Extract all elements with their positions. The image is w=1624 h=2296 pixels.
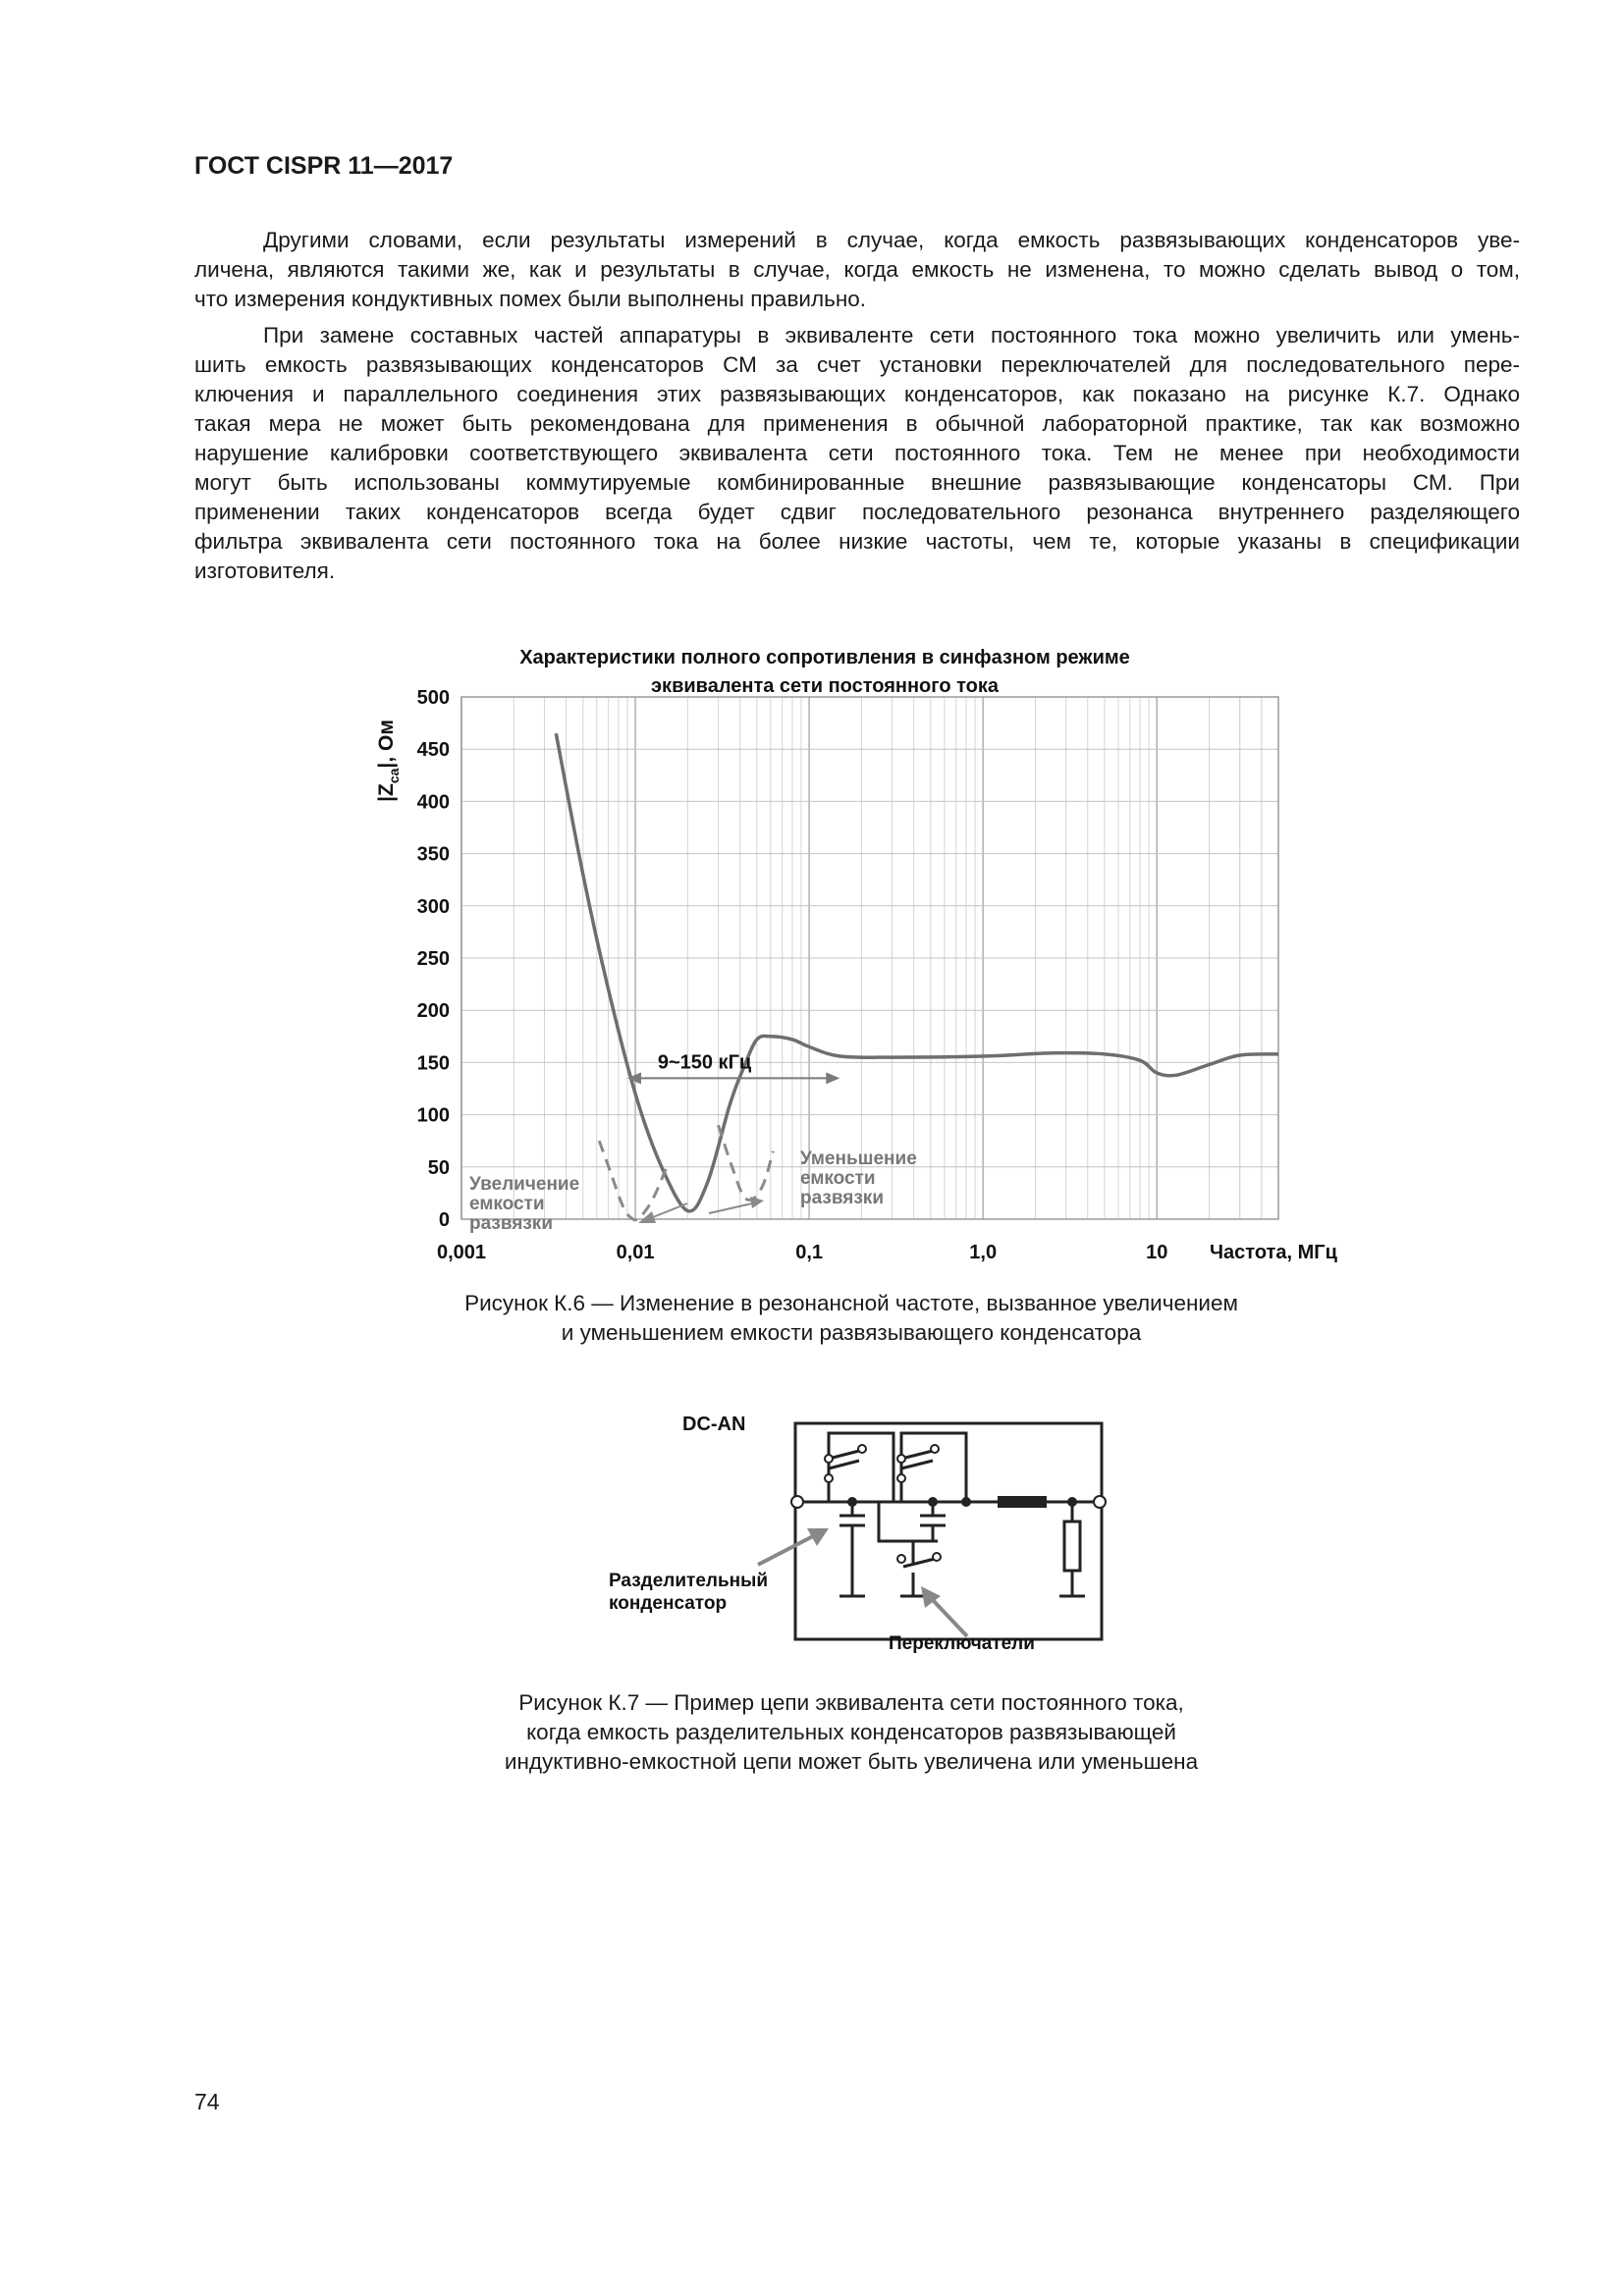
frequency-band-annotation	[627, 1051, 839, 1084]
y-tick-label: 400	[416, 791, 450, 814]
y-axis-label	[375, 720, 402, 802]
caption-line: индуктивно-емкостной цепи может быть увеличена или уменьшена	[504, 1749, 1199, 1774]
chart-title-line-1: Характеристики полного сопротивления в синфазном режиме	[519, 647, 1130, 668]
figure-7-caption	[295, 1688, 1408, 1777]
paragraph-line: такая мера не может быть рекомендована для применения в обычной лабораторной практике, так как возможно	[194, 411, 1520, 436]
x-tick-label: 1,0	[969, 1242, 998, 1263]
capacitor-2	[920, 1502, 946, 1541]
switch-contact	[825, 1474, 833, 1482]
paragraph-line: фильтра эквивалента сети постоянного тока на более низкие частоты, чем те, которые указаны в спецификации	[194, 529, 1520, 554]
switch-group-1-frame	[829, 1433, 893, 1502]
series-line-nominal	[556, 733, 1278, 1211]
y-axis-label-pre: |Z	[375, 783, 398, 802]
y-axis-label-sub: ca	[386, 768, 402, 784]
increase-annotation	[469, 1174, 579, 1234]
x-tick-label: 0,1	[795, 1242, 824, 1263]
y-tick-label: 450	[416, 739, 450, 762]
paragraph-line: шить емкость развязывающих конденсаторов СМ за счет установки переключателей для последовательного пере-	[194, 352, 1520, 377]
y-tick-label: 0	[438, 1209, 450, 1231]
decrease-arrow-line	[709, 1203, 752, 1213]
increase-arrow-line	[648, 1203, 687, 1219]
network-label: DC-AN	[682, 1414, 746, 1435]
paragraph-line: нарушение калибровки соответствующего эквивалента сети постоянного тока. Тем не менее при необходимости	[194, 441, 1520, 465]
dc-an-circuit-diagram	[589, 1404, 1139, 1664]
paragraph-2	[194, 321, 1520, 586]
decrease-label-line-1: Уменьшение	[800, 1148, 917, 1169]
caption-line: когда емкость разделительных конденсаторов развязывающей	[526, 1720, 1176, 1744]
resistor-body	[1064, 1522, 1080, 1571]
caption-line: и уменьшением емкости развязывающего конденсатора	[561, 1320, 1142, 1345]
y-tick-label: 350	[416, 843, 450, 866]
y-tick-labels	[417, 687, 450, 1231]
band-arrow-head-right	[826, 1072, 839, 1084]
capacitor-1	[839, 1502, 865, 1596]
inductor	[998, 1496, 1047, 1508]
capacitor-label-line-1: Разделительный	[609, 1571, 769, 1591]
increase-label-line-3: развязки	[469, 1213, 553, 1234]
impedance-chart	[0, 628, 1624, 1276]
x-axis-label: Частота, МГц	[1210, 1242, 1337, 1263]
switch-contact	[858, 1445, 866, 1453]
paragraph-line: что измерения кондуктивных помех были выполнены правильно.	[194, 287, 867, 311]
increase-label-line-2: емкости	[469, 1194, 545, 1214]
junction-dot	[928, 1497, 938, 1507]
paragraph-1	[194, 226, 1520, 314]
increase-arrow-head	[638, 1211, 656, 1223]
paragraph-line: могут быть использованы коммутируемые комбинированные внешние развязывающие конденсаторы СМ. При	[194, 470, 1520, 495]
switch-contact	[897, 1555, 905, 1563]
page-number: 74	[194, 2089, 220, 2114]
decrease-label-line-3: развязки	[800, 1188, 884, 1208]
y-tick-label: 500	[416, 687, 450, 709]
decrease-label-line-2: емкости	[800, 1168, 876, 1189]
switches-label: Переключатели	[889, 1633, 1035, 1654]
switch-contact	[933, 1553, 941, 1561]
paragraph-line: ключения и параллельного соединения этих развязывающих конденсаторов, как показано на рисунке К.7. Однако	[194, 382, 1520, 406]
decrease-annotation	[800, 1148, 917, 1208]
y-tick-label: 300	[416, 895, 450, 918]
junction-dot	[961, 1497, 971, 1507]
y-tick-label: 200	[416, 1000, 450, 1023]
chart-title-line-2: эквивалента сети постоянного тока	[651, 675, 999, 697]
switch-contact	[897, 1474, 905, 1482]
caption-line: Рисунок К.7 — Пример цепи эквивалента сети постоянного тока,	[518, 1690, 1184, 1715]
figure-6-caption	[295, 1289, 1408, 1348]
terminal-left	[791, 1496, 803, 1508]
switches-pointer-line	[933, 1600, 967, 1636]
y-tick-label: 150	[416, 1052, 450, 1075]
x-tick-label: 0,01	[616, 1242, 655, 1263]
chart-grid	[461, 697, 1278, 1219]
x-tick-label: 0,001	[436, 1242, 487, 1263]
x-tick-labels	[437, 1242, 1167, 1263]
document-header: ГОСТ CISPR 11—2017	[194, 152, 454, 180]
y-tick-label: 100	[416, 1104, 450, 1127]
y-axis-label-post: |, Ом	[375, 720, 398, 769]
switch-contact	[825, 1455, 833, 1463]
paragraph-line: применении таких конденсаторов всегда будет сдвиг последовательного резонанса внутреннего разделяющего	[194, 500, 1520, 524]
y-tick-label: 50	[427, 1156, 450, 1179]
junction-dot	[847, 1497, 857, 1507]
paragraph-line: изготовителя.	[194, 559, 336, 583]
capacitor-label-line-2: конденсатор	[609, 1593, 728, 1614]
switch-contact	[897, 1455, 905, 1463]
y-tick-label: 250	[416, 948, 450, 970]
band-label: 9~150 кГц	[657, 1051, 752, 1074]
capacitor-pointer-line	[758, 1536, 813, 1565]
switch-contact	[931, 1445, 939, 1453]
x-tick-label: 10	[1146, 1242, 1168, 1263]
paragraph-line: личена, являются такими же, как и результаты в случае, когда емкость не изменена, то можно сделать вывод о том,	[194, 257, 1520, 282]
series-line-decrease	[719, 1125, 774, 1200]
chart-series	[556, 733, 1278, 1220]
caption-line: Рисунок К.6 — Изменение в резонансной частоте, вызванное увеличением	[464, 1291, 1238, 1315]
paragraph-line: При замене составных частей аппаратуры в эквиваленте сети постоянного тока можно увеличить или умень-	[263, 323, 1520, 347]
increase-label-line-1: Увеличение	[469, 1174, 580, 1195]
junction-dot	[1067, 1497, 1077, 1507]
terminal-right	[1094, 1496, 1106, 1508]
paragraph-line: Другими словами, если результаты измерений в случае, когда емкость развязывающих конденсаторов уве-	[263, 228, 1520, 252]
